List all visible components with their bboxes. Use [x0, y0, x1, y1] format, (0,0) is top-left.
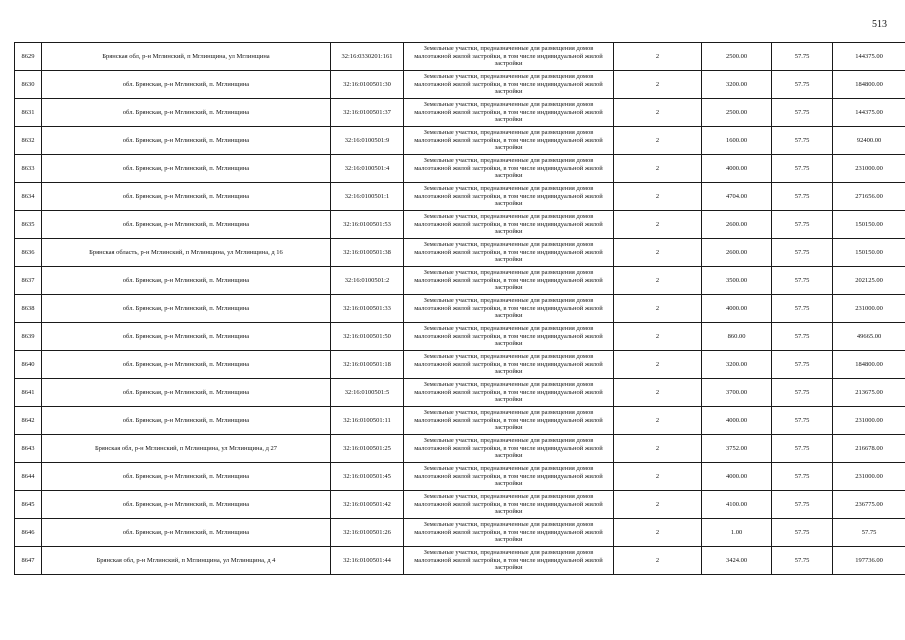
specific-value-cell: 57.75 [772, 239, 833, 267]
table-row [15, 491, 905, 519]
cadastral-value-cell: 231000.00 [833, 295, 905, 323]
group-cell: 2 [614, 463, 702, 491]
area-cell: 2500.00 [702, 43, 772, 71]
row-number-cell: 8629 [15, 43, 42, 71]
row-number-cell: 8635 [15, 211, 42, 239]
land-use-type-cell: Земельные участки, предназначенные для размещения домов малоэтажной жилой застройки, в том числе индивидуальной жилой застройки [404, 155, 614, 183]
address-cell: обл. Брянская, р-н Мглинский, п. Мглинщина [42, 407, 331, 435]
cadastral-number-cell: 32:16:0100501:25 [331, 435, 404, 463]
table-row [15, 435, 905, 463]
cadastral-number-cell: 32:16:0100501:30 [331, 71, 404, 99]
land-use-type-cell: Земельные участки, предназначенные для размещения домов малоэтажной жилой застройки, в том числе индивидуальной жилой застройки [404, 351, 614, 379]
cadastral-value-cell: 213675.00 [833, 379, 905, 407]
land-use-type-cell: Земельные участки, предназначенные для размещения домов малоэтажной жилой застройки, в том числе индивидуальной жилой застройки [404, 127, 614, 155]
land-use-type-cell: Земельные участки, предназначенные для размещения домов малоэтажной жилой застройки, в том числе индивидуальной жилой застройки [404, 211, 614, 239]
table-row [15, 127, 905, 155]
address-cell: обл. Брянская, р-н Мглинский, п. Мглинщина [42, 183, 331, 211]
row-number-cell: 8645 [15, 491, 42, 519]
specific-value-cell: 57.75 [772, 155, 833, 183]
specific-value-cell: 57.75 [772, 407, 833, 435]
land-use-type-cell: Земельные участки, предназначенные для размещения домов малоэтажной жилой застройки, в том числе индивидуальной жилой застройки [404, 43, 614, 71]
table-row [15, 295, 905, 323]
group-cell: 2 [614, 183, 702, 211]
table-row [15, 71, 905, 99]
address-cell: обл. Брянская, р-н Мглинский, п. Мглинщина [42, 491, 331, 519]
group-cell: 2 [614, 547, 702, 575]
cadastral-value-cell: 202125.00 [833, 267, 905, 295]
group-cell: 2 [614, 295, 702, 323]
cadastral-value-cell: 92400.00 [833, 127, 905, 155]
address-cell: обл. Брянская, р-н Мглинский, п. Мглинщина [42, 267, 331, 295]
specific-value-cell: 57.75 [772, 547, 833, 575]
address-cell: обл. Брянская, р-н Мглинский, п. Мглинщина [42, 295, 331, 323]
specific-value-cell: 57.75 [772, 491, 833, 519]
land-use-type-cell: Земельные участки, предназначенные для размещения домов малоэтажной жилой застройки, в том числе индивидуальной жилой застройки [404, 435, 614, 463]
cadastral-number-cell: 32:16:0100501:33 [331, 295, 404, 323]
row-number-cell: 8631 [15, 99, 42, 127]
area-cell: 2500.00 [702, 99, 772, 127]
group-cell: 2 [614, 71, 702, 99]
group-cell: 2 [614, 267, 702, 295]
group-cell: 2 [614, 351, 702, 379]
table-row [15, 463, 905, 491]
specific-value-cell: 57.75 [772, 435, 833, 463]
area-cell: 3200.00 [702, 71, 772, 99]
cadastral-number-cell: 32:16:0100501:44 [331, 547, 404, 575]
row-number-cell: 8630 [15, 71, 42, 99]
specific-value-cell: 57.75 [772, 295, 833, 323]
specific-value-cell: 57.75 [772, 127, 833, 155]
land-use-type-cell: Земельные участки, предназначенные для размещения домов малоэтажной жилой застройки, в том числе индивидуальной жилой застройки [404, 323, 614, 351]
group-cell: 2 [614, 239, 702, 267]
address-cell: обл. Брянская, р-н Мглинский, п. Мглинщина [42, 463, 331, 491]
specific-value-cell: 57.75 [772, 211, 833, 239]
table-row [15, 155, 905, 183]
land-use-type-cell: Земельные участки, предназначенные для размещения домов малоэтажной жилой застройки, в том числе индивидуальной жилой застройки [404, 519, 614, 547]
land-registry-table [14, 42, 905, 575]
group-cell: 2 [614, 127, 702, 155]
area-cell: 860.00 [702, 323, 772, 351]
address-cell: обл. Брянская, р-н Мглинский, п. Мглинщина [42, 155, 331, 183]
cadastral-number-cell: 32:16:0330201:161 [331, 43, 404, 71]
row-number-cell: 8632 [15, 127, 42, 155]
cadastral-value-cell: 271656.00 [833, 183, 905, 211]
table-row [15, 267, 905, 295]
cadastral-number-cell: 32:16:0100501:5 [331, 379, 404, 407]
group-cell: 2 [614, 211, 702, 239]
table-row [15, 379, 905, 407]
row-number-cell: 8633 [15, 155, 42, 183]
cadastral-number-cell: 32:16:0100501:45 [331, 463, 404, 491]
cadastral-value-cell: 184800.00 [833, 351, 905, 379]
address-cell: обл. Брянская, р-н Мглинский, п. Мглинщина [42, 71, 331, 99]
cadastral-number-cell: 32:16:0100501:11 [331, 407, 404, 435]
group-cell: 2 [614, 323, 702, 351]
area-cell: 3424.00 [702, 547, 772, 575]
group-cell: 2 [614, 99, 702, 127]
address-cell: Брянская обл, р-н Мглинский, п Мглинщина, ул Мглинщина, д 27 [42, 435, 331, 463]
table-row [15, 43, 905, 71]
land-use-type-cell: Земельные участки, предназначенные для размещения домов малоэтажной жилой застройки, в том числе индивидуальной жилой застройки [404, 463, 614, 491]
cadastral-number-cell: 32:16:0100501:1 [331, 183, 404, 211]
cadastral-number-cell: 32:16:0100501:9 [331, 127, 404, 155]
land-use-type-cell: Земельные участки, предназначенные для размещения домов малоэтажной жилой застройки, в том числе индивидуальной жилой застройки [404, 379, 614, 407]
cadastral-value-cell: 197736.00 [833, 547, 905, 575]
cadastral-value-cell: 57.75 [833, 519, 905, 547]
group-cell: 2 [614, 155, 702, 183]
address-cell: обл. Брянская, р-н Мглинский, п. Мглинщина [42, 211, 331, 239]
row-number-cell: 8640 [15, 351, 42, 379]
cadastral-number-cell: 32:16:0100501:4 [331, 155, 404, 183]
cadastral-number-cell: 32:16:0100501:18 [331, 351, 404, 379]
cadastral-number-cell: 32:16:0100501:50 [331, 323, 404, 351]
area-cell: 4704.00 [702, 183, 772, 211]
row-number-cell: 8636 [15, 239, 42, 267]
specific-value-cell: 57.75 [772, 463, 833, 491]
group-cell: 2 [614, 407, 702, 435]
cadastral-value-cell: 216678.00 [833, 435, 905, 463]
row-number-cell: 8646 [15, 519, 42, 547]
area-cell: 1.00 [702, 519, 772, 547]
cadastral-value-cell: 184800.00 [833, 71, 905, 99]
specific-value-cell: 57.75 [772, 43, 833, 71]
address-cell: обл. Брянская, р-н Мглинский, п. Мглинщина [42, 519, 331, 547]
cadastral-number-cell: 32:16:0100501:2 [331, 267, 404, 295]
land-use-type-cell: Земельные участки, предназначенные для размещения домов малоэтажной жилой застройки, в том числе индивидуальной жилой застройки [404, 267, 614, 295]
area-cell: 4000.00 [702, 295, 772, 323]
group-cell: 2 [614, 43, 702, 71]
row-number-cell: 8641 [15, 379, 42, 407]
cadastral-number-cell: 32:16:0100501:38 [331, 239, 404, 267]
row-number-cell: 8639 [15, 323, 42, 351]
cadastral-value-cell: 150150.00 [833, 239, 905, 267]
group-cell: 2 [614, 379, 702, 407]
group-cell: 2 [614, 491, 702, 519]
area-cell: 4100.00 [702, 491, 772, 519]
group-cell: 2 [614, 435, 702, 463]
cadastral-value-cell: 150150.00 [833, 211, 905, 239]
land-use-type-cell: Земельные участки, предназначенные для размещения домов малоэтажной жилой застройки, в том числе индивидуальной жилой застройки [404, 99, 614, 127]
table-row [15, 211, 905, 239]
address-cell: Брянская обл, р-н Мглинский, п Мглинщина, ул Мглинщина, д 4 [42, 547, 331, 575]
area-cell: 3700.00 [702, 379, 772, 407]
cadastral-value-cell: 49665.00 [833, 323, 905, 351]
area-cell: 4000.00 [702, 155, 772, 183]
area-cell: 2600.00 [702, 239, 772, 267]
row-number-cell: 8638 [15, 295, 42, 323]
area-cell: 3500.00 [702, 267, 772, 295]
address-cell: обл. Брянская, р-н Мглинский, п. Мглинщина [42, 379, 331, 407]
specific-value-cell: 57.75 [772, 267, 833, 295]
area-cell: 2600.00 [702, 211, 772, 239]
row-number-cell: 8634 [15, 183, 42, 211]
table-row [15, 99, 905, 127]
specific-value-cell: 57.75 [772, 351, 833, 379]
cadastral-value-cell: 144375.00 [833, 99, 905, 127]
table-row [15, 407, 905, 435]
land-use-type-cell: Земельные участки, предназначенные для размещения домов малоэтажной жилой застройки, в том числе индивидуальной жилой застройки [404, 239, 614, 267]
land-use-type-cell: Земельные участки, предназначенные для размещения домов малоэтажной жилой застройки, в том числе индивидуальной жилой застройки [404, 71, 614, 99]
area-cell: 4000.00 [702, 407, 772, 435]
specific-value-cell: 57.75 [772, 99, 833, 127]
address-cell: Брянская область, р-н Мглинский, п Мглинщина, ул Мглинщина, д 16 [42, 239, 331, 267]
specific-value-cell: 57.75 [772, 379, 833, 407]
cadastral-value-cell: 236775.00 [833, 491, 905, 519]
land-use-type-cell: Земельные участки, предназначенные для размещения домов малоэтажной жилой застройки, в том числе индивидуальной жилой застройки [404, 295, 614, 323]
table-row [15, 323, 905, 351]
area-cell: 4000.00 [702, 463, 772, 491]
table-row [15, 547, 905, 575]
table-body [15, 43, 905, 575]
address-cell: обл. Брянская, р-н Мглинский, п. Мглинщина [42, 99, 331, 127]
page-number: 513 [872, 19, 887, 30]
row-number-cell: 8647 [15, 547, 42, 575]
cadastral-number-cell: 32:16:0100501:37 [331, 99, 404, 127]
area-cell: 3200.00 [702, 351, 772, 379]
address-cell: обл. Брянская, р-н Мглинский, п. Мглинщина [42, 351, 331, 379]
row-number-cell: 8642 [15, 407, 42, 435]
specific-value-cell: 57.75 [772, 323, 833, 351]
cadastral-number-cell: 32:16:0100501:42 [331, 491, 404, 519]
row-number-cell: 8643 [15, 435, 42, 463]
area-cell: 1600.00 [702, 127, 772, 155]
cadastral-value-cell: 231000.00 [833, 155, 905, 183]
land-use-type-cell: Земельные участки, предназначенные для размещения домов малоэтажной жилой застройки, в том числе индивидуальной жилой застройки [404, 183, 614, 211]
table-row [15, 183, 905, 211]
cadastral-value-cell: 231000.00 [833, 463, 905, 491]
land-use-type-cell: Земельные участки, предназначенные для размещения домов малоэтажной жилой застройки, в том числе индивидуальной жилой застройки [404, 547, 614, 575]
table-row [15, 351, 905, 379]
specific-value-cell: 57.75 [772, 519, 833, 547]
table-row [15, 519, 905, 547]
address-cell: обл. Брянская, р-н Мглинский, п. Мглинщина [42, 323, 331, 351]
row-number-cell: 8644 [15, 463, 42, 491]
group-cell: 2 [614, 519, 702, 547]
address-cell: Брянская обл, р-н Мглинский, п Мглинщина, ул Мглинщина [42, 43, 331, 71]
area-cell: 3752.00 [702, 435, 772, 463]
table-row [15, 239, 905, 267]
land-use-type-cell: Земельные участки, предназначенные для размещения домов малоэтажной жилой застройки, в том числе индивидуальной жилой застройки [404, 407, 614, 435]
specific-value-cell: 57.75 [772, 183, 833, 211]
specific-value-cell: 57.75 [772, 71, 833, 99]
cadastral-value-cell: 231000.00 [833, 407, 905, 435]
cadastral-value-cell: 144375.00 [833, 43, 905, 71]
cadastral-number-cell: 32:16:0100501:53 [331, 211, 404, 239]
address-cell: обл. Брянская, р-н Мглинский, п. Мглинщина [42, 127, 331, 155]
land-use-type-cell: Земельные участки, предназначенные для размещения домов малоэтажной жилой застройки, в том числе индивидуальной жилой застройки [404, 491, 614, 519]
cadastral-number-cell: 32:16:0100501:26 [331, 519, 404, 547]
row-number-cell: 8637 [15, 267, 42, 295]
